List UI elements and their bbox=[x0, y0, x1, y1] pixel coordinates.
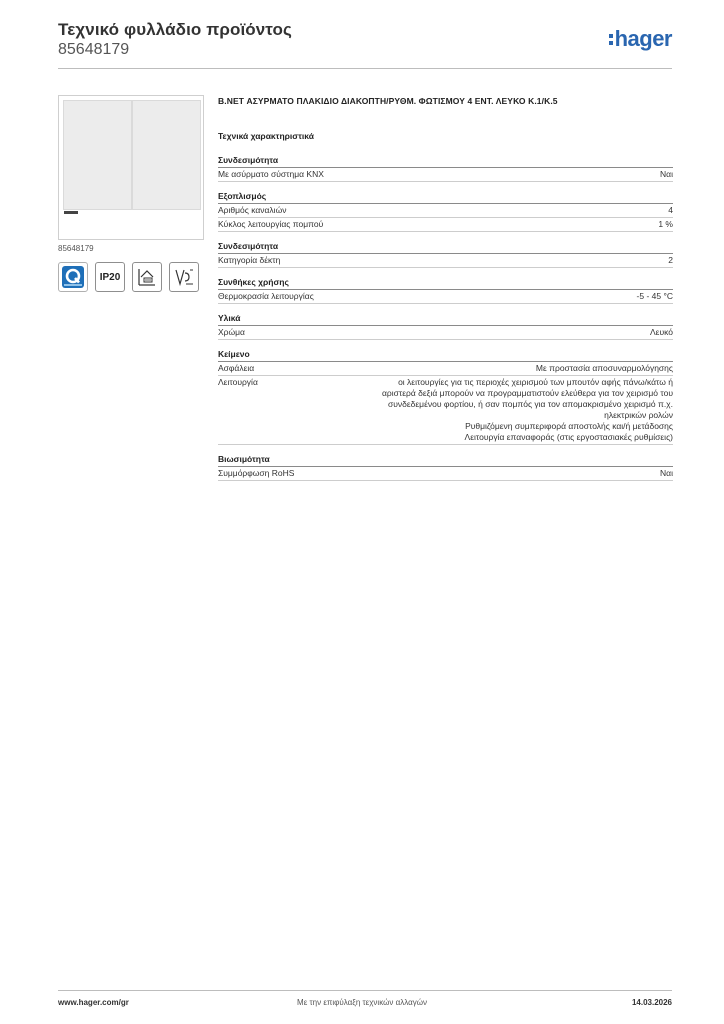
spec-label: Ασφάλεια bbox=[218, 363, 255, 373]
spec-value bbox=[660, 468, 673, 479]
hager-logo bbox=[609, 28, 672, 50]
spec-label: Αριθμός καναλιών bbox=[218, 205, 287, 215]
spec-group-title: Εξοπλισμός bbox=[218, 189, 673, 204]
header-divider bbox=[58, 68, 672, 69]
spec-group bbox=[218, 189, 673, 232]
brand-mark bbox=[64, 211, 78, 214]
spec-row bbox=[218, 467, 673, 481]
spec-group-title: Κείμενο bbox=[218, 347, 673, 362]
spec-value bbox=[660, 169, 673, 180]
ip-rating-label: IP20 bbox=[99, 271, 121, 283]
logo-text: hager bbox=[614, 26, 672, 51]
spec-value-line: συνδεδεμένου φορτίου, ή σαν πομπός για τον απομακρισμένο χειρισμό π.χ. bbox=[387, 399, 673, 409]
spec-value-line: οι λειτουργίες για τις περιοχές χειρισμού των μπουτόν αφής πάνω/κάτω ή bbox=[398, 377, 673, 387]
spec-value bbox=[333, 377, 673, 443]
spec-group bbox=[218, 239, 673, 268]
spec-label: Με ασύρματο σύστημα KNX bbox=[218, 169, 324, 179]
rocker-right bbox=[132, 100, 201, 210]
installation-symbol-icon bbox=[132, 262, 162, 292]
spec-value bbox=[637, 291, 673, 302]
spec-label: Θερμοκρασία λειτουργίας bbox=[218, 291, 314, 301]
spec-group-title: Υλικά bbox=[218, 311, 673, 326]
spec-value-line: 1 % bbox=[658, 219, 673, 229]
spec-value-line: 2 bbox=[668, 255, 673, 265]
spec-value-line: Ρυθμιζόμενη συμπεριφορά αποστολής και/ή μετάδοσης bbox=[465, 421, 673, 431]
spec-value bbox=[668, 205, 673, 216]
spec-value-line: αριστερά δεξιά μπορούν να προγραμματιστούν ελεύθερα για τον χειρισμό του bbox=[381, 388, 673, 398]
spec-group-title: Συνθήκες χρήσης bbox=[218, 275, 673, 290]
document-title: Τεχνικό φυλλάδιο προϊόντος bbox=[58, 20, 292, 39]
spec-group bbox=[218, 275, 673, 304]
page-header bbox=[58, 20, 292, 59]
product-name: B.NET ΑΣΥΡΜΑΤΟ ΠΛΑΚΙΔΙΟ ΔΙΑΚΟΠΤΗ/ΡΥΘΜ. ΦΩΤΙΣΜΟΥ 4 ΕΝΤ. ΛΕΥΚΟ Κ.1/Κ.5 bbox=[218, 96, 558, 106]
spec-value-line: Ναι bbox=[660, 169, 673, 179]
spec-value bbox=[536, 363, 673, 374]
spec-value-line: Ναι bbox=[660, 468, 673, 478]
spec-group-title: Συνδεσιμότητα bbox=[218, 239, 673, 254]
ip-rating-icon bbox=[95, 262, 125, 292]
spec-value-line: -5 - 45 °C bbox=[636, 291, 673, 301]
footer-notice: Με την επιφύλαξη τεχνικών αλλαγών bbox=[297, 998, 427, 1007]
rocker-left bbox=[63, 100, 132, 210]
spec-group-title: Συνδεσιμότητα bbox=[218, 153, 673, 168]
spec-row bbox=[218, 326, 673, 340]
spec-value-line: Λειτουργία επαναφοράς (στις εργοστασιακές ρυθμίσεις) bbox=[464, 432, 673, 442]
technical-specs-title: Τεχνικά χαρακτηριστικά bbox=[218, 131, 314, 141]
spec-row bbox=[218, 376, 673, 445]
spec-row bbox=[218, 218, 673, 232]
spec-value-line: Με προστασία αποσυναρμολόγησης bbox=[535, 363, 673, 373]
logo-colon-icon bbox=[609, 34, 613, 45]
spec-label: Χρώμα bbox=[218, 327, 245, 337]
spec-value-line: 4 bbox=[668, 205, 673, 215]
document-code: 85648179 bbox=[58, 41, 130, 58]
product-image bbox=[58, 95, 204, 240]
spec-label: Κύκλος λειτουργίας πομπού bbox=[218, 219, 324, 229]
spec-label: Λειτουργία bbox=[218, 377, 258, 387]
spec-value bbox=[650, 327, 673, 338]
spec-group bbox=[218, 153, 673, 182]
footer-divider bbox=[58, 990, 672, 991]
spec-value-line: ηλεκτρικών ρολών bbox=[604, 410, 673, 420]
cup-fork-symbol-icon bbox=[169, 262, 199, 292]
spec-group bbox=[218, 452, 673, 481]
spec-group-title: Βιωσιμότητα bbox=[218, 452, 673, 467]
spec-group bbox=[218, 311, 673, 340]
spec-group bbox=[218, 347, 673, 445]
footer-website[interactable]: www.hager.com/gr bbox=[58, 998, 129, 1007]
spec-value-line: Λευκό bbox=[650, 327, 673, 337]
spec-label: Συμμόρφωση RoHS bbox=[218, 468, 295, 478]
spec-row bbox=[218, 204, 673, 218]
spec-row bbox=[218, 254, 673, 268]
footer-date: 14.03.2026 bbox=[631, 998, 672, 1007]
thumbnail-code: 85648179 bbox=[58, 244, 94, 253]
spec-value bbox=[668, 255, 673, 266]
specifications-table bbox=[218, 153, 673, 488]
spec-row bbox=[218, 362, 673, 376]
spec-row bbox=[218, 290, 673, 304]
spec-value bbox=[658, 219, 673, 230]
certification-icons bbox=[58, 262, 199, 292]
quality-mark-icon bbox=[58, 262, 88, 292]
spec-row bbox=[218, 168, 673, 182]
spec-label: Κατηγορία δέκτη bbox=[218, 255, 281, 265]
